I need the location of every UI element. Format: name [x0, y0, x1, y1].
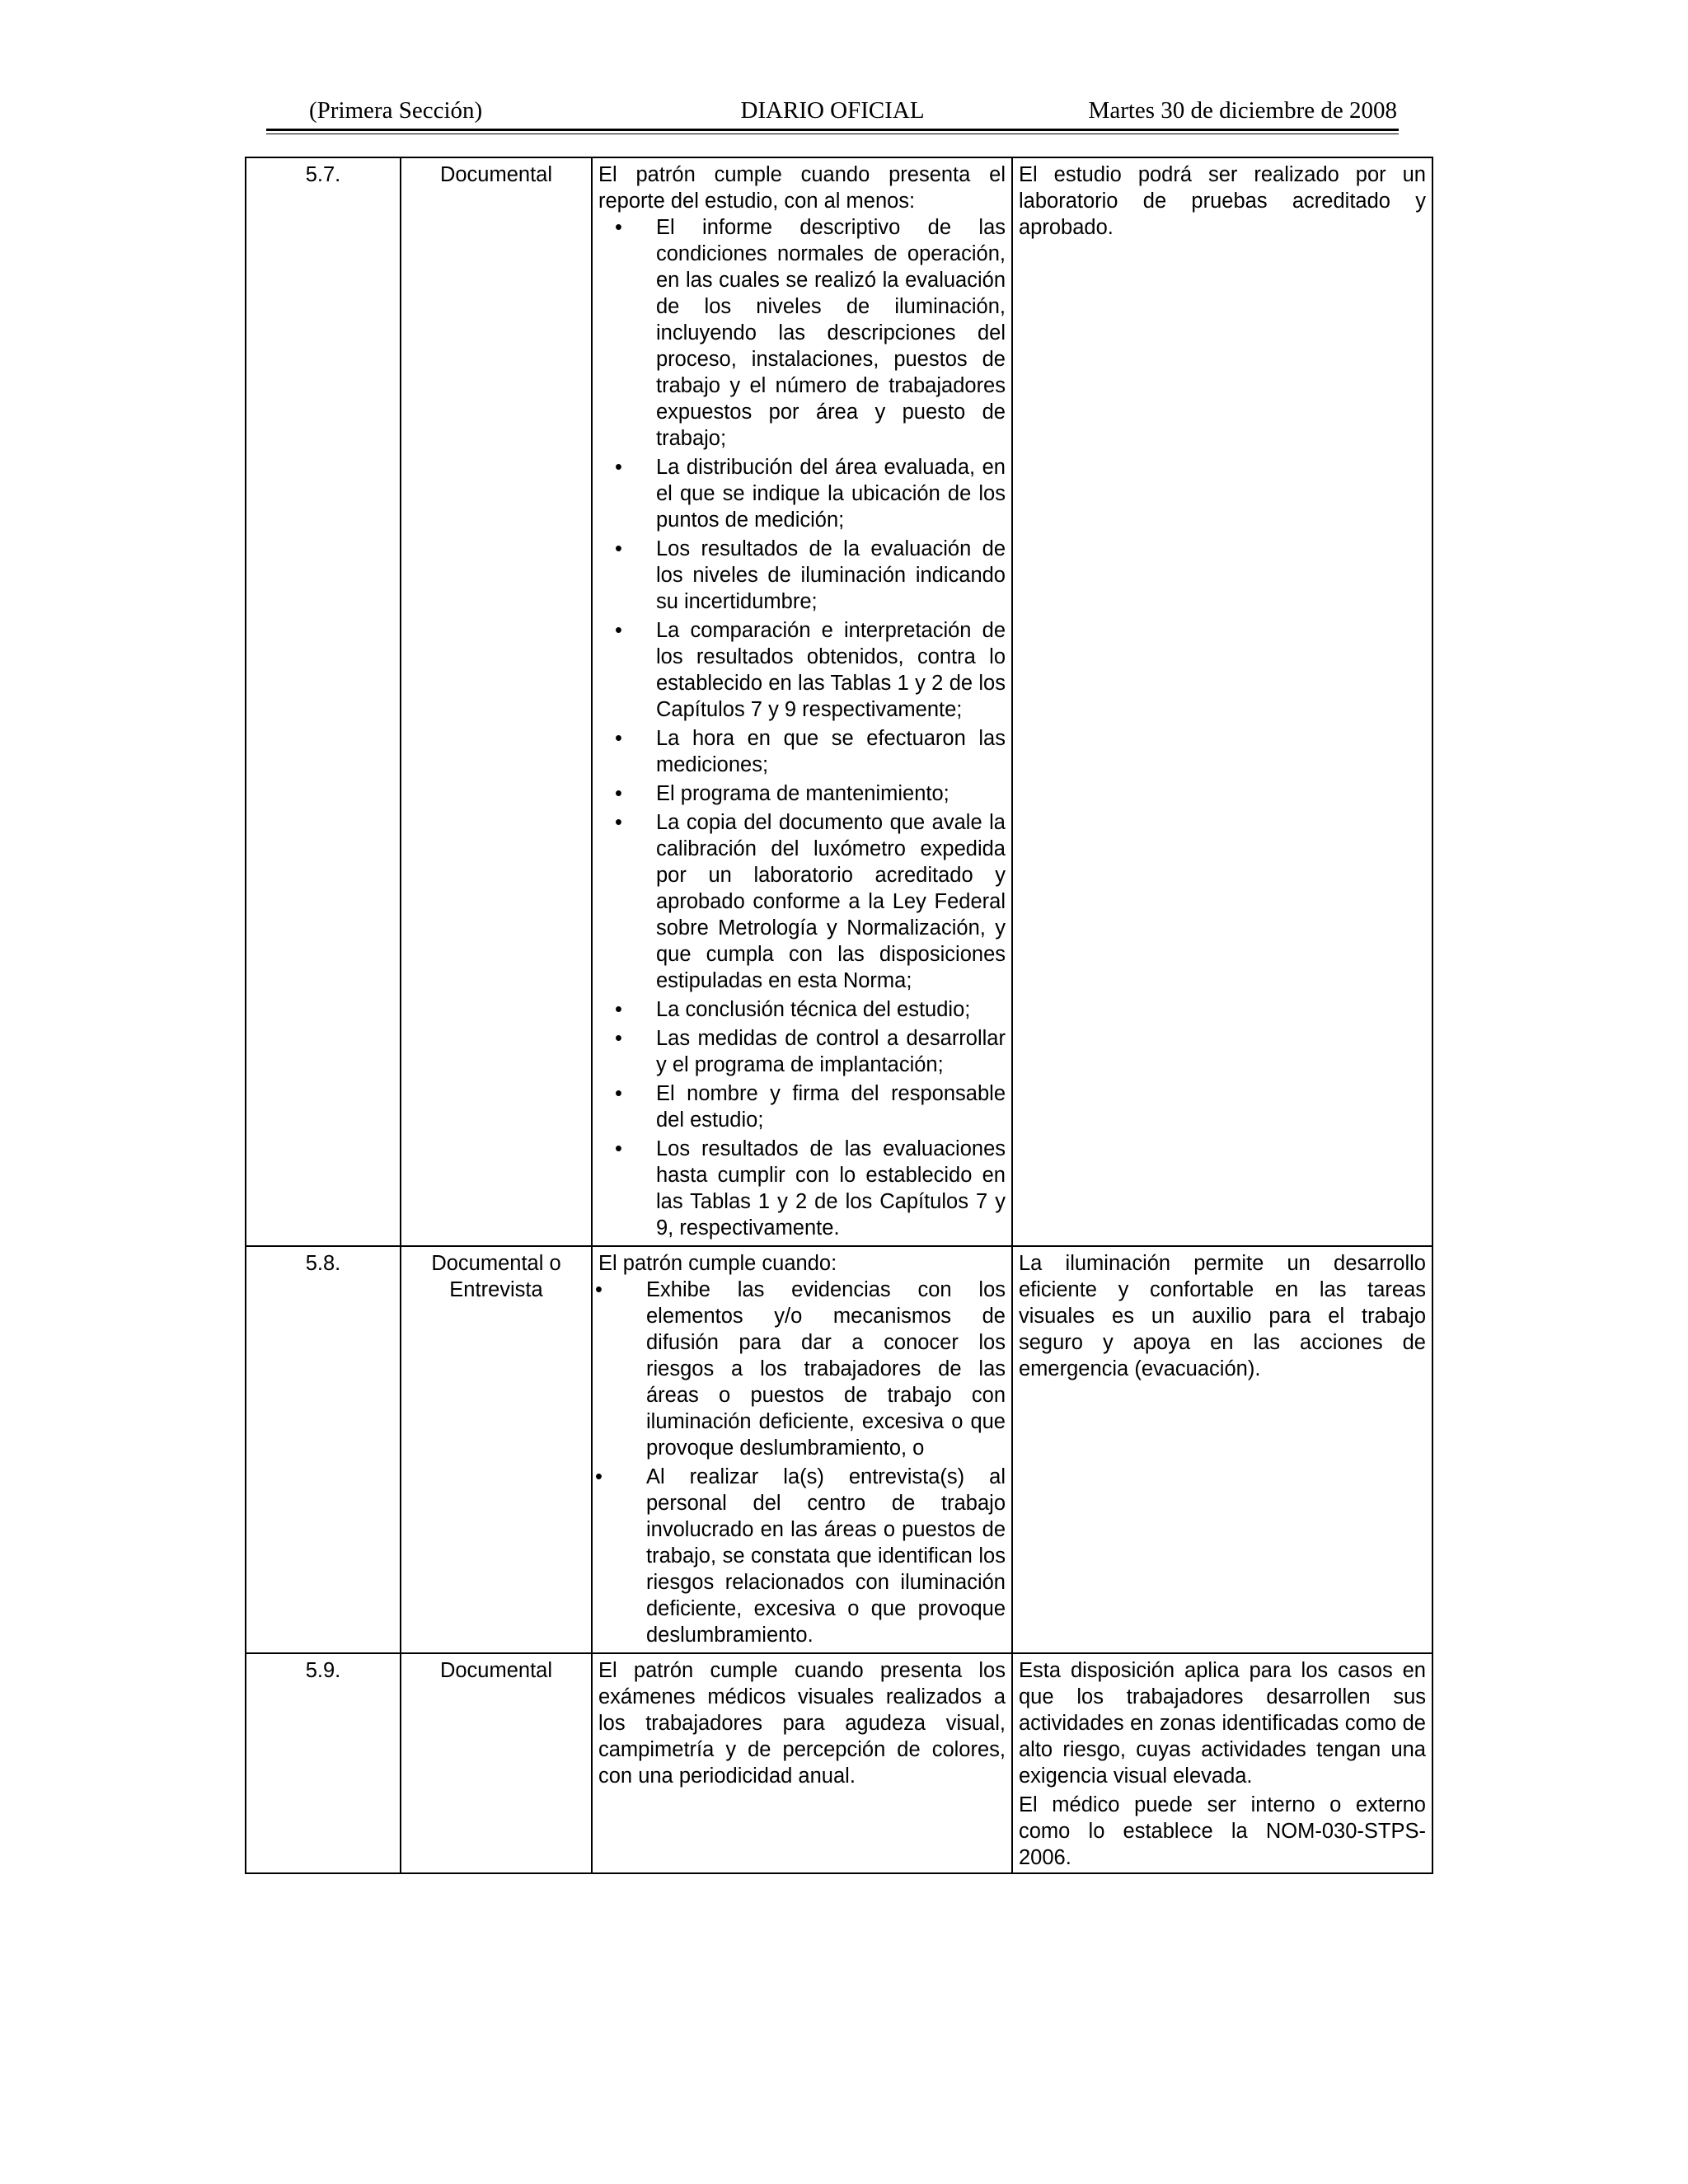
list-item: • Exhibe las evidencias con los elementos y/o mecanismos de difusión para dar a conocer los riesgos a los trabajadores de las áreas o puestos de trabajo con iluminación deficiente, excesiva o que provoque deslumbramiento, o — [646, 1277, 1006, 1461]
list-item: • El programa de mantenimiento; — [656, 780, 1006, 807]
verification-type: Documental — [401, 157, 592, 1246]
observations — [1012, 1246, 1432, 1653]
list-item: • La hora en que se efectuaron las mediciones; — [656, 725, 1006, 778]
observations — [1012, 157, 1432, 1246]
criteria-intro: El patrón cumple cuando: — [598, 1252, 837, 1275]
list-item: • La conclusión técnica del estudio; — [656, 996, 1006, 1023]
list-item: • Al realizar la(s) entrevista(s) al personal del centro de trabajo involucrado en las áreas o puestos de trabajo, se constata que identifican los riesgos relacionados con iluminación deficiente, excesiva o que provoque deslumbramiento. — [646, 1464, 1006, 1648]
observations — [1012, 1653, 1432, 1873]
list-item: • La comparación e interpretación de los resultados obtenidos, contra lo establecido en las Tablas 1 y 2 de los Capítulos 7 y 9 respectivamente; — [656, 617, 1006, 723]
compliance-criteria — [592, 1653, 1012, 1873]
list-item: • La copia del documento que avale la calibración del luxómetro expedida por un laboratorio acreditado y aprobado conforme a la Ley Federal sobre Metrología y Normalización, y que cumpla con las disposiciones estipuladas en esta Norma; — [656, 809, 1006, 994]
list-item: • Los resultados de las evaluaciones hasta cumplir con lo establecido en las Tablas 1 y 2 de los Capítulos 7 y 9, respectivamente. — [656, 1136, 1006, 1241]
compliance-criteria — [592, 1246, 1012, 1653]
list-item: • Los resultados de la evaluación de los niveles de iluminación indicando su incertidumbre; — [656, 536, 1006, 615]
row-number: 5.9. — [246, 1653, 401, 1873]
table-row — [246, 157, 1432, 1246]
observation-text: El médico puede ser interno o externo como lo establece la NOM-030-STPS-2006. — [1019, 1793, 1426, 1869]
verification-table — [245, 157, 1433, 1874]
row-number: 5.7. — [246, 157, 401, 1246]
observation-text: El estudio podrá ser realizado por un laboratorio de pruebas acreditado y aprobado. — [1019, 163, 1426, 239]
observation-text: La iluminación permite un desarrollo eficiente y confortable en las tareas visuales es un auxilio para el trabajo seguro y apoya en las acciones de emergencia (evacuación). — [1019, 1252, 1426, 1380]
verification-type: Documental o Entrevista — [401, 1246, 592, 1653]
header-section: (Primera Sección) — [309, 97, 483, 124]
list-item: • El nombre y firma del responsable del estudio; — [656, 1080, 1006, 1133]
list-item: • Las medidas de control a desarrollar y el programa de implantación; — [656, 1025, 1006, 1078]
table-row — [246, 1653, 1432, 1873]
row-number: 5.8. — [246, 1246, 401, 1653]
criteria-list — [598, 214, 1006, 1241]
list-item: • El informe descriptivo de las condiciones normales de operación, en las cuales se realizó la evaluación de los niveles de iluminación, incluyendo las descripciones del proceso, instalaciones, puestos de trabajo y el número de trabajadores expuestos por área y puesto de trabajo; — [656, 214, 1006, 452]
verification-type: Documental — [401, 1653, 592, 1873]
table-row — [246, 1246, 1432, 1653]
header-date: Martes 30 de diciembre de 2008 — [1088, 97, 1397, 124]
criteria-list — [598, 1277, 1006, 1648]
criteria-intro: El patrón cumple cuando presenta el reporte del estudio, con al menos: — [598, 163, 1006, 213]
criteria-intro: El patrón cumple cuando presenta los exámenes médicos visuales realizados a los trabajadores para agudeza visual, campimetría y de percepción de colores, con una periodicidad anual. — [598, 1659, 1006, 1788]
header-rule-thick — [266, 129, 1399, 131]
header-publication: DIARIO OFICIAL — [740, 97, 925, 124]
observation-text: Esta disposición aplica para los casos en que los trabajadores desarrollen sus actividades en zonas identificadas como de alto riesgo, cuyas actividades tengan una exigencia visual elevada. — [1019, 1659, 1426, 1788]
list-item: • La distribución del área evaluada, en el que se indique la ubicación de los puntos de medición; — [656, 454, 1006, 533]
compliance-criteria — [592, 157, 1012, 1246]
page-header — [266, 92, 1399, 129]
